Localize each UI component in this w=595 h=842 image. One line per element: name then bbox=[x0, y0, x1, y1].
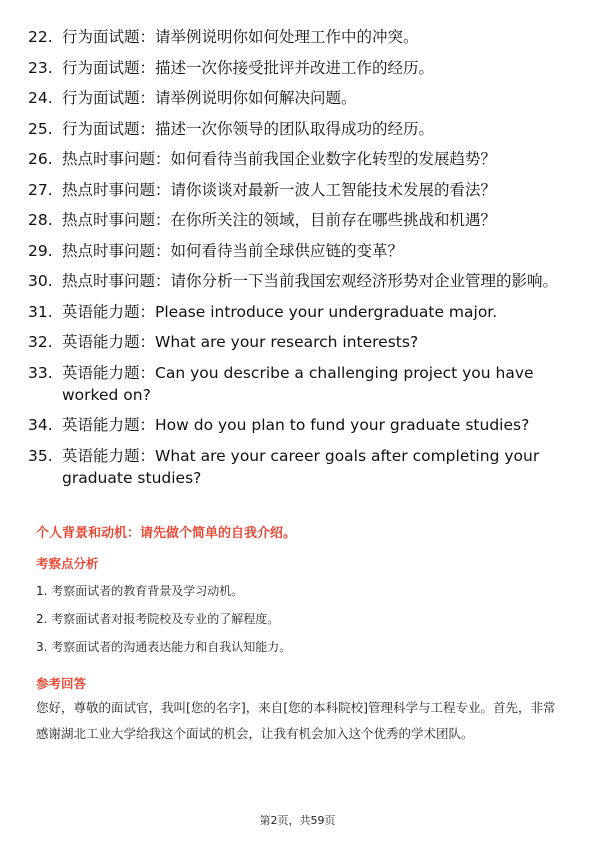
page-number: 第2页，共59页 bbox=[259, 814, 336, 827]
question-item bbox=[28, 179, 568, 201]
question-item bbox=[28, 445, 568, 489]
question-item bbox=[28, 331, 568, 353]
section-title: 个人背景和动机：请先做个简单的自我介绍。 bbox=[36, 526, 297, 541]
question-text: 行为面试题：请举例说明你如何处理工作中的冲突。 bbox=[62, 28, 419, 46]
question-number: 33. bbox=[28, 363, 53, 382]
analysis-point bbox=[36, 639, 556, 656]
answer-heading: 参考回答 bbox=[36, 676, 87, 691]
question-item bbox=[28, 270, 568, 292]
question-number: 24. bbox=[28, 89, 53, 107]
analysis-point-text: 2. 考察面试者对报考院校及专业的了解程度。 bbox=[36, 612, 280, 626]
answer-body bbox=[36, 695, 556, 747]
question-text: 热点时事问题：请你谈谈对最新一波人工智能技术发展的看法？ bbox=[62, 180, 497, 199]
question-item bbox=[28, 26, 568, 48]
question-text: 热点时事问题：请你分析一下当前我国宏观经济形势对企业管理的影响。 bbox=[62, 272, 559, 290]
question-item bbox=[28, 414, 568, 436]
question-number: 23. bbox=[28, 58, 53, 77]
question-list bbox=[28, 26, 568, 497]
question-text: 英语能力题：What are your research interests? bbox=[62, 333, 419, 351]
question-number: 31. bbox=[28, 302, 53, 321]
analysis-point-text: 1. 考察面试者的教育背景及学习动机。 bbox=[36, 584, 244, 598]
question-text: 英语能力题：Can you describe a challenging project you have worked on? bbox=[62, 363, 534, 404]
question-item bbox=[28, 301, 568, 323]
page-footer bbox=[0, 814, 595, 828]
question-item bbox=[28, 240, 568, 262]
answer-text: 您好，尊敬的面试官，我叫[您的名字]，来自[您的本科院校]管理科学与工程专业。首先，非常感谢湖北工业大学给我这个面试的机会，让我有机会加入这个优秀的学术团队。 bbox=[36, 700, 556, 741]
question-number: 32. bbox=[28, 333, 53, 351]
question-text: 英语能力题：Please introduce your undergraduate major. bbox=[62, 302, 498, 321]
question-item bbox=[28, 87, 568, 109]
question-number: 30. bbox=[28, 272, 53, 290]
question-text: 行为面试题：描述一次你领导的团队取得成功的经历。 bbox=[62, 119, 435, 138]
question-text: 热点时事问题：如何看待当前我国企业数字化转型的发展趋势？ bbox=[62, 150, 497, 168]
question-text: 热点时事问题：如何看待当前全球供应链的变革？ bbox=[62, 241, 404, 260]
question-number: 35. bbox=[28, 446, 53, 465]
question-text: 行为面试题：请举例说明你如何解决问题。 bbox=[62, 89, 357, 107]
answer-block bbox=[36, 675, 556, 693]
sample-question-section bbox=[36, 525, 556, 543]
analysis-block bbox=[36, 555, 556, 573]
question-item bbox=[28, 209, 568, 231]
question-number: 34. bbox=[28, 416, 53, 434]
question-number: 29. bbox=[28, 241, 53, 260]
question-text: 英语能力题：How do you plan to fund your graduate studies? bbox=[62, 416, 530, 434]
question-text: 英语能力题：What are your career goals after completing your graduate studies? bbox=[62, 446, 540, 487]
question-number: 26. bbox=[28, 150, 53, 168]
analysis-point-text: 3. 考察面试者的沟通表达能力和自我认知能力。 bbox=[36, 640, 292, 654]
question-item bbox=[28, 362, 568, 406]
question-item bbox=[28, 148, 568, 170]
question-number: 25. bbox=[28, 119, 53, 138]
question-number: 28. bbox=[28, 211, 53, 229]
analysis-point bbox=[36, 611, 556, 628]
question-item bbox=[28, 118, 568, 140]
analysis-point bbox=[36, 583, 556, 600]
question-text: 行为面试题：描述一次你接受批评并改进工作的经历。 bbox=[62, 58, 435, 77]
question-text: 热点时事问题：在你所关注的领域，目前存在哪些挑战和机遇？ bbox=[62, 211, 497, 229]
question-number: 22. bbox=[28, 28, 53, 46]
analysis-heading: 考察点分析 bbox=[36, 556, 99, 571]
question-number: 27. bbox=[28, 180, 53, 199]
question-item bbox=[28, 57, 568, 79]
